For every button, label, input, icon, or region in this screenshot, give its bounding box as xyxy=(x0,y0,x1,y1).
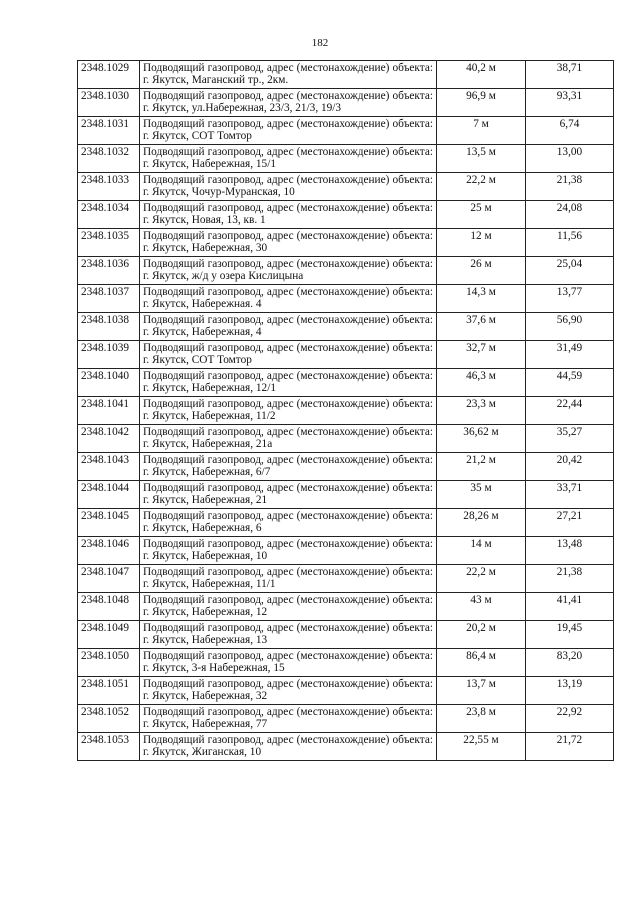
value-cell: 31,49 xyxy=(526,341,614,369)
item-number-cell: 2348.1044 xyxy=(78,481,140,509)
table-row xyxy=(78,173,614,201)
description-cell: Подводящий газопровод, адрес (местонахождение) объекта: г. Якутск, Набережная, 15/1 xyxy=(140,145,437,173)
value-cell: 44,59 xyxy=(526,369,614,397)
length-cell: 22,2 м xyxy=(437,173,526,201)
length-cell: 20,2 м xyxy=(437,621,526,649)
description-cell: Подводящий газопровод, адрес (местонахождение) объекта: г. Якутск, СОТ Томтор xyxy=(140,117,437,145)
table-row xyxy=(78,621,614,649)
length-cell: 35 м xyxy=(437,481,526,509)
item-number-cell: 2348.1032 xyxy=(78,145,140,173)
value-cell: 21,38 xyxy=(526,173,614,201)
description-cell: Подводящий газопровод, адрес (местонахождение) объекта: г. Якутск, Набережная. 4 xyxy=(140,285,437,313)
table-row xyxy=(78,341,614,369)
item-number-cell: 2348.1037 xyxy=(78,285,140,313)
table-row xyxy=(78,285,614,313)
value-cell: 22,92 xyxy=(526,705,614,733)
description-cell: Подводящий газопровод, адрес (местонахождение) объекта: г. Якутск, Набережная, 77 xyxy=(140,705,437,733)
length-cell: 37,6 м xyxy=(437,313,526,341)
description-cell: Подводящий газопровод, адрес (местонахождение) объекта: г. Якутск, Набережная, 21а xyxy=(140,425,437,453)
value-cell: 13,48 xyxy=(526,537,614,565)
length-cell: 28,26 м xyxy=(437,509,526,537)
description-cell: Подводящий газопровод, адрес (местонахождение) объекта: г. Якутск, Маганский тр., 2км. xyxy=(140,61,437,89)
description-cell: Подводящий газопровод, адрес (местонахождение) объекта: г. Якутск, 3-я Набережная, 15 xyxy=(140,649,437,677)
table-row xyxy=(78,453,614,481)
value-cell: 11,56 xyxy=(526,229,614,257)
value-cell: 24,08 xyxy=(526,201,614,229)
item-number-cell: 2348.1033 xyxy=(78,173,140,201)
description-cell: Подводящий газопровод, адрес (местонахождение) объекта: г. Якутск, Набережная, 32 xyxy=(140,677,437,705)
item-number-cell: 2348.1035 xyxy=(78,229,140,257)
item-number-cell: 2348.1045 xyxy=(78,509,140,537)
item-number-cell: 2348.1041 xyxy=(78,397,140,425)
value-cell: 83,20 xyxy=(526,649,614,677)
length-cell: 25 м xyxy=(437,201,526,229)
item-number-cell: 2348.1046 xyxy=(78,537,140,565)
item-number-cell: 2348.1047 xyxy=(78,565,140,593)
value-cell: 27,21 xyxy=(526,509,614,537)
table-row xyxy=(78,733,614,761)
length-cell: 14 м xyxy=(437,537,526,565)
item-number-cell: 2348.1052 xyxy=(78,705,140,733)
item-number-cell: 2348.1042 xyxy=(78,425,140,453)
length-cell: 7 м xyxy=(437,117,526,145)
table-row xyxy=(78,145,614,173)
description-cell: Подводящий газопровод, адрес (местонахождение) объекта: г. Якутск, СОТ Томтор xyxy=(140,341,437,369)
item-number-cell: 2348.1053 xyxy=(78,733,140,761)
value-cell: 25,04 xyxy=(526,257,614,285)
item-number-cell: 2348.1040 xyxy=(78,369,140,397)
table-row xyxy=(78,229,614,257)
item-number-cell: 2348.1030 xyxy=(78,89,140,117)
length-cell: 32,7 м xyxy=(437,341,526,369)
table-row xyxy=(78,61,614,89)
item-number-cell: 2348.1031 xyxy=(78,117,140,145)
table-row xyxy=(78,705,614,733)
value-cell: 22,44 xyxy=(526,397,614,425)
table-row xyxy=(78,369,614,397)
length-cell: 12 м xyxy=(437,229,526,257)
description-cell: Подводящий газопровод, адрес (местонахождение) объекта: г. Якутск, Набережная, 13 xyxy=(140,621,437,649)
length-cell: 26 м xyxy=(437,257,526,285)
value-cell: 20,42 xyxy=(526,453,614,481)
description-cell: Подводящий газопровод, адрес (местонахождение) объекта: г. Якутск, Чочур-Муранская, 10 xyxy=(140,173,437,201)
registry-table xyxy=(77,60,614,761)
length-cell: 40,2 м xyxy=(437,61,526,89)
value-cell: 93,31 xyxy=(526,89,614,117)
description-cell: Подводящий газопровод, адрес (местонахождение) объекта: г. Якутск, ул.Набережная, 23/3, 21/3, 19/3 xyxy=(140,89,437,117)
description-cell: Подводящий газопровод, адрес (местонахождение) объекта: г. Якутск, Набережная, 21 xyxy=(140,481,437,509)
description-cell: Подводящий газопровод, адрес (местонахождение) объекта: г. Якутск, Набережная, 11/1 xyxy=(140,565,437,593)
length-cell: 43 м xyxy=(437,593,526,621)
length-cell: 21,2 м xyxy=(437,453,526,481)
table-row xyxy=(78,313,614,341)
value-cell: 13,19 xyxy=(526,677,614,705)
description-cell: Подводящий газопровод, адрес (местонахождение) объекта: г. Якутск, Набережная, 12/1 xyxy=(140,369,437,397)
value-cell: 38,71 xyxy=(526,61,614,89)
item-number-cell: 2348.1036 xyxy=(78,257,140,285)
length-cell: 22,55 м xyxy=(437,733,526,761)
table-row xyxy=(78,425,614,453)
table-row xyxy=(78,397,614,425)
item-number-cell: 2348.1050 xyxy=(78,649,140,677)
value-cell: 35,27 xyxy=(526,425,614,453)
table-row xyxy=(78,481,614,509)
table-row xyxy=(78,509,614,537)
value-cell: 13,00 xyxy=(526,145,614,173)
item-number-cell: 2348.1048 xyxy=(78,593,140,621)
table-row xyxy=(78,201,614,229)
length-cell: 13,5 м xyxy=(437,145,526,173)
value-cell: 19,45 xyxy=(526,621,614,649)
description-cell: Подводящий газопровод, адрес (местонахождение) объекта: г. Якутск, Набережная, 6 xyxy=(140,509,437,537)
length-cell: 13,7 м xyxy=(437,677,526,705)
item-number-cell: 2348.1039 xyxy=(78,341,140,369)
item-number-cell: 2348.1049 xyxy=(78,621,140,649)
registry-table-body xyxy=(78,61,614,761)
description-cell: Подводящий газопровод, адрес (местонахождение) объекта: г. Якутск, Набережная, 6/7 xyxy=(140,453,437,481)
value-cell: 21,38 xyxy=(526,565,614,593)
value-cell: 41,41 xyxy=(526,593,614,621)
table-row xyxy=(78,117,614,145)
table-row xyxy=(78,89,614,117)
table-row xyxy=(78,565,614,593)
length-cell: 23,8 м xyxy=(437,705,526,733)
item-number-cell: 2348.1043 xyxy=(78,453,140,481)
description-cell: Подводящий газопровод, адрес (местонахождение) объекта: г. Якутск, Набережная, 11/2 xyxy=(140,397,437,425)
description-cell: Подводящий газопровод, адрес (местонахождение) объекта: г. Якутск, Новая, 13, кв. 1 xyxy=(140,201,437,229)
length-cell: 23,3 м xyxy=(437,397,526,425)
description-cell: Подводящий газопровод, адрес (местонахождение) объекта: г. Якутск, Набережная, 30 xyxy=(140,229,437,257)
description-cell: Подводящий газопровод, адрес (местонахождение) объекта: г. Якутск, ж/д у озера Кислицына xyxy=(140,257,437,285)
length-cell: 36,62 м xyxy=(437,425,526,453)
value-cell: 33,71 xyxy=(526,481,614,509)
table-row xyxy=(78,677,614,705)
table-row xyxy=(78,593,614,621)
table-row xyxy=(78,537,614,565)
length-cell: 14,3 м xyxy=(437,285,526,313)
page-number: 182 xyxy=(311,37,329,49)
value-cell: 6,74 xyxy=(526,117,614,145)
description-cell: Подводящий газопровод, адрес (местонахождение) объекта: г. Якутск, Набережная, 12 xyxy=(140,593,437,621)
length-cell: 46,3 м xyxy=(437,369,526,397)
table-row xyxy=(78,257,614,285)
item-number-cell: 2348.1051 xyxy=(78,677,140,705)
description-cell: Подводящий газопровод, адрес (местонахождение) объекта: г. Якутск, Набережная, 10 xyxy=(140,537,437,565)
length-cell: 22,2 м xyxy=(437,565,526,593)
item-number-cell: 2348.1038 xyxy=(78,313,140,341)
value-cell: 21,72 xyxy=(526,733,614,761)
value-cell: 13,77 xyxy=(526,285,614,313)
value-cell: 56,90 xyxy=(526,313,614,341)
description-cell: Подводящий газопровод, адрес (местонахождение) объекта: г. Якутск, Жиганская, 10 xyxy=(140,733,437,761)
length-cell: 86,4 м xyxy=(437,649,526,677)
item-number-cell: 2348.1034 xyxy=(78,201,140,229)
table-row xyxy=(78,649,614,677)
description-cell: Подводящий газопровод, адрес (местонахождение) объекта: г. Якутск, Набережная, 4 xyxy=(140,313,437,341)
item-number-cell: 2348.1029 xyxy=(78,61,140,89)
length-cell: 96,9 м xyxy=(437,89,526,117)
